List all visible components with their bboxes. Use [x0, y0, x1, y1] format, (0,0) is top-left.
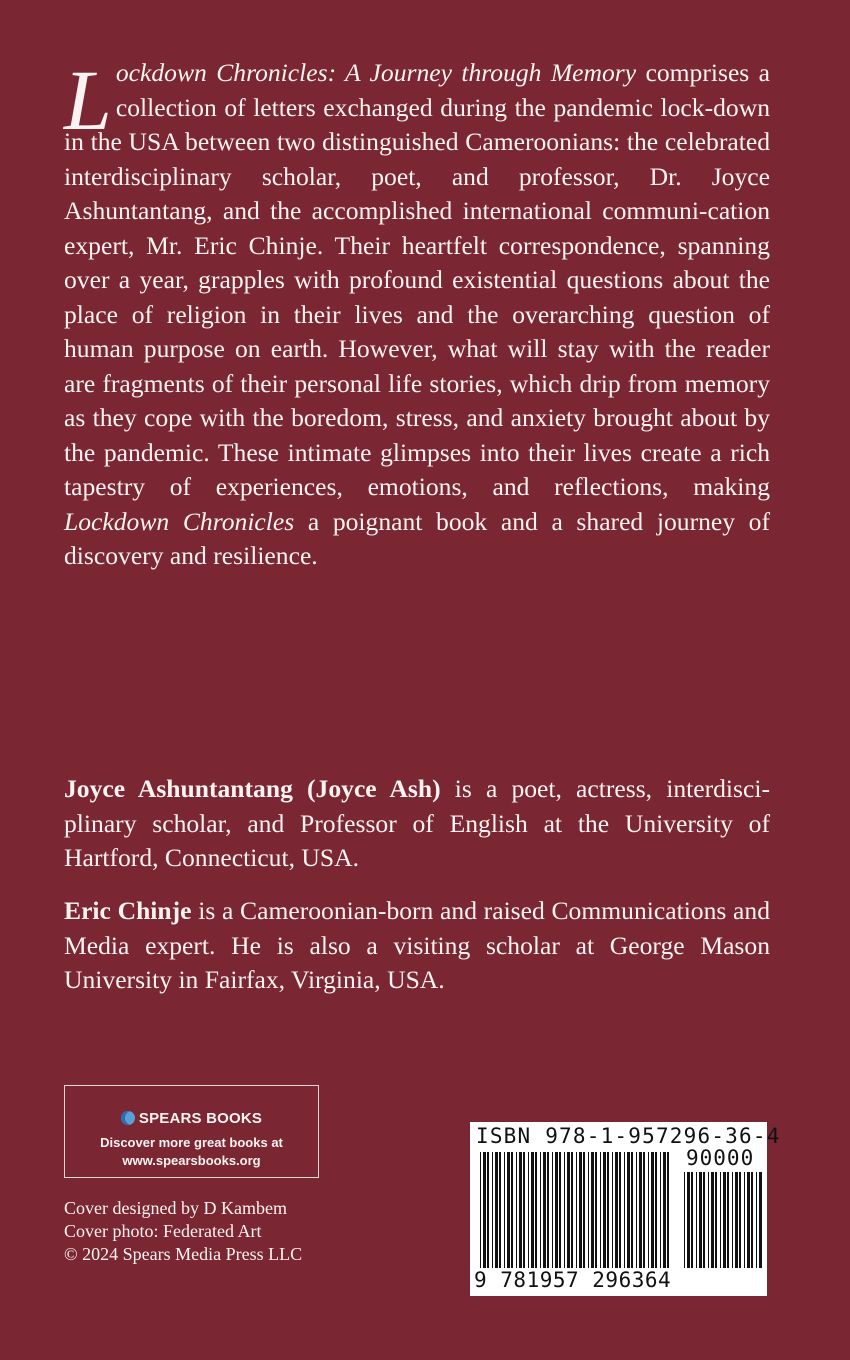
barcode-bar [480, 1152, 481, 1268]
barcode-bar [643, 1152, 645, 1268]
barcode-bar [559, 1152, 561, 1268]
barcode-bar [499, 1152, 501, 1268]
barcode-bar [487, 1152, 489, 1268]
back-cover-blurb [64, 52, 770, 574]
barcode-bar [727, 1172, 729, 1268]
blurb-text-1: comprises a collection of letters exchanged during the pandemic lock-down in the USA between two distinguished Cameroonians: the celebrated interdisciplinary scholar, poet, and professor, Dr. Joyce Ashuntantang, and the accomplished international communi-cation expert, Mr. Eric Chinje. Their heartfelt correspondence, spanning over a year, grapples with profound existential questions about the place of religion in their lives and the overarching question of human purpose on earth. However, what will stay with the reader are fragments of their personal life stories, which drip from memory as they cope with the boredom, stress, and anxiety brought about by the pandemic. These intimate glimpses into their lives create a rich tapestry of experiences, emotions, and reflections, making [64, 58, 770, 501]
barcode-bar [571, 1152, 573, 1268]
publisher-box [64, 1085, 319, 1178]
barcode-bar [711, 1172, 714, 1268]
barcode-bar [543, 1152, 546, 1268]
author-bio-joyce [64, 772, 770, 876]
barcode-bar [655, 1152, 657, 1268]
barcode-bar [639, 1152, 642, 1268]
barcode-bar [631, 1152, 633, 1268]
barcode-bar [615, 1152, 618, 1268]
barcode-bar [583, 1152, 585, 1268]
barcode-bar [495, 1152, 498, 1268]
barcode-bar [624, 1152, 625, 1268]
author-name: Eric Chinje [64, 896, 192, 925]
author-name: Joyce Ashuntantang (Joyce Ash) [64, 774, 441, 803]
isbn-barcode [470, 1122, 781, 1296]
barcode-bar [703, 1172, 705, 1268]
barcode-bar [759, 1172, 762, 1268]
barcode-bar [492, 1152, 493, 1268]
ean-digits: 9 781957 296364 [474, 1268, 672, 1292]
author-bio-eric [64, 894, 770, 998]
barcode-bar [483, 1152, 486, 1268]
barcode-bar [612, 1152, 613, 1268]
barcode-bar [651, 1152, 654, 1268]
author-bio-text: is a Cameroonian-born and raised Communications and Media expert. He is also a visiting scholar at George Mason University in Fairfax, Virginia, USA. [64, 896, 771, 994]
barcode-bar [547, 1152, 549, 1268]
barcode-bar [552, 1152, 553, 1268]
barcode-bar [579, 1152, 582, 1268]
barcode-bar [519, 1152, 522, 1268]
price-code: 90000 [686, 1146, 755, 1170]
barcode-bar [507, 1152, 510, 1268]
barcode-bar [516, 1152, 517, 1268]
barcode-bar [603, 1152, 606, 1268]
barcode-bar [699, 1172, 702, 1268]
barcode-bar [708, 1172, 709, 1268]
book-title-italic-2: Lockdown Chronicles [64, 506, 295, 536]
barcode-bar [567, 1152, 570, 1268]
barcode-bar [747, 1172, 750, 1268]
barcode-bar [663, 1152, 666, 1268]
barcode-bar [687, 1172, 690, 1268]
barcode-bar [735, 1172, 738, 1268]
barcode-bar [739, 1172, 741, 1268]
barcode-bar [588, 1152, 589, 1268]
isbn-label: ISBN 978-1-957296-36-4 [476, 1124, 781, 1148]
spears-logo-icon [121, 1111, 135, 1125]
barcode-bar [595, 1152, 597, 1268]
barcode-bar [540, 1152, 541, 1268]
barcode-bar [667, 1152, 669, 1268]
barcode-bar [511, 1152, 513, 1268]
dropcap-letter: L [64, 52, 112, 148]
barcode-bar [660, 1152, 661, 1268]
barcode-bar [691, 1172, 693, 1268]
barcode-bar [723, 1172, 726, 1268]
barcode-bar [607, 1152, 609, 1268]
publisher-tagline: Discover more great books at [100, 1135, 283, 1150]
barcode-bar [744, 1172, 745, 1268]
barcode-bar [619, 1152, 621, 1268]
barcode-bar [504, 1152, 505, 1268]
barcode-bar [576, 1152, 577, 1268]
barcode-bar [591, 1152, 594, 1268]
publisher-logo-text: SPEARS BOOKS [138, 1110, 263, 1127]
barcode-bar [751, 1172, 753, 1268]
barcode-bar [523, 1152, 525, 1268]
barcode-bar [732, 1172, 733, 1268]
cover-credits [64, 1197, 302, 1266]
publisher-logo [65, 1110, 318, 1127]
barcode-bar [715, 1172, 717, 1268]
author-bio-text: is a poet, actress, interdisci-plinary scholar, and Professor of English at the University of Hartford, Connecticut, USA. [64, 774, 770, 872]
barcode-bar [684, 1172, 685, 1268]
barcode-bar [600, 1152, 601, 1268]
barcode-bar [535, 1152, 537, 1268]
credit-designer: Cover designed by D Kambem [64, 1198, 287, 1218]
barcode-bar [555, 1152, 558, 1268]
book-title-italic: ockdown Chronicles: A Journey through Memory [115, 58, 637, 87]
credit-photo: Cover photo: Federated Art [64, 1221, 262, 1241]
barcode-bar [564, 1152, 565, 1268]
blurb-text-2: a poignant book and a shared journey of discovery and resilience. [64, 506, 770, 570]
barcode-bar [756, 1172, 757, 1268]
barcode-bar [636, 1152, 637, 1268]
barcode-bar [528, 1152, 529, 1268]
credit-copyright: © 2024 Spears Media Press LLC [64, 1244, 303, 1264]
barcode-bar [627, 1152, 630, 1268]
barcode-bar [696, 1172, 697, 1268]
barcode-bar [720, 1172, 721, 1268]
publisher-url: www.spearsbooks.org [122, 1153, 261, 1168]
barcode-bar [648, 1152, 649, 1268]
barcode-bar [531, 1152, 534, 1268]
